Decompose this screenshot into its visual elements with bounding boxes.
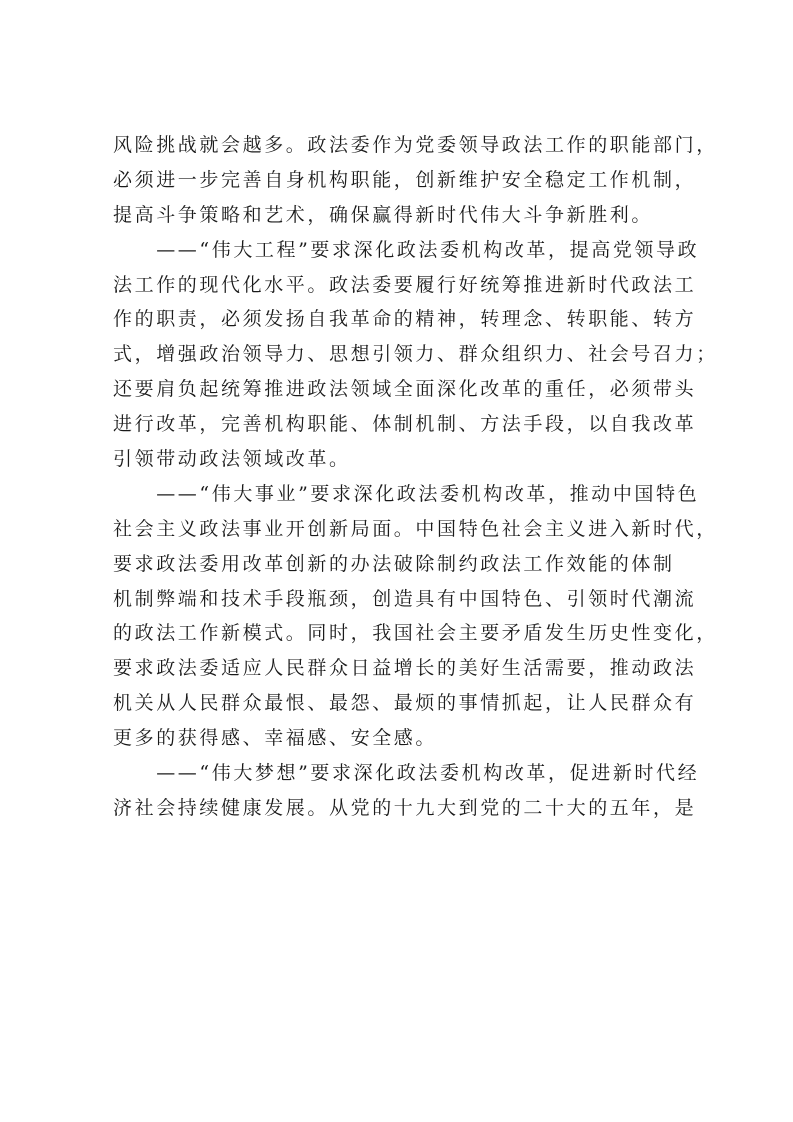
- text-line: 作的职责，必须发扬自我革命的精神，转理念、转职能、转方: [113, 308, 697, 331]
- text-line: 引领带动政法领域改革。: [113, 448, 351, 471]
- text-line: 进行改革，完善机构职能、体制机制、方法手段，以自我改革: [113, 413, 697, 436]
- paragraph-start-great-dream: ——“伟大梦想”要求深化政法委机构改革，促进新时代经: [113, 762, 700, 785]
- text-line: 济社会持续健康发展。从党的十九大到党的二十大的五年，是: [113, 796, 697, 819]
- text-line: 式，增强政治领导力、思想引领力、群众组织力、社会号召力；: [113, 343, 718, 366]
- text-line: 社会主义政法事业开创新局面。中国特色社会主义进入新时代，: [113, 517, 718, 540]
- text-line: 要求政法委适应人民群众日益增长的美好生活需要，推动政法: [113, 657, 697, 680]
- text-line: 必须进一步完善自身机构职能，创新维护安全稳定工作机制，: [113, 168, 697, 191]
- text-line: 要求政法委用改革创新的办法破除制约政法工作效能的体制: [113, 552, 675, 575]
- document-body: [113, 128, 718, 826]
- text-line: 机制弊端和技术手段瓶颈，创造具有中国特色、引领时代潮流: [113, 587, 697, 610]
- text-line: 法工作的现代化水平。政法委要履行好统筹推进新时代政法工: [113, 273, 697, 296]
- text-line: 风险挑战就会越多。政法委作为党委领导政法工作的职能部门，: [113, 134, 718, 156]
- paragraph-start-great-project: ——“伟大工程”要求深化政法委机构改革，提高党领导政: [113, 238, 700, 261]
- text-line: 的政法工作新模式。同时，我国社会主要矛盾发生历史性变化，: [113, 622, 718, 645]
- text-line: 机关从人民群众最恨、最怨、最烦的事情抓起，让人民群众有: [113, 692, 697, 715]
- text-line: 提高斗争策略和艺术，确保赢得新时代伟大斗争新胜利。: [113, 203, 654, 226]
- paragraph-start-great-cause: ——“伟大事业”要求深化政法委机构改革，推动中国特色: [113, 482, 700, 505]
- text-line: 更多的获得感、幸福感、安全感。: [113, 727, 438, 750]
- text-line: 还要肩负起统筹推进政法领域全面深化改革的重任，必须带头: [113, 378, 697, 401]
